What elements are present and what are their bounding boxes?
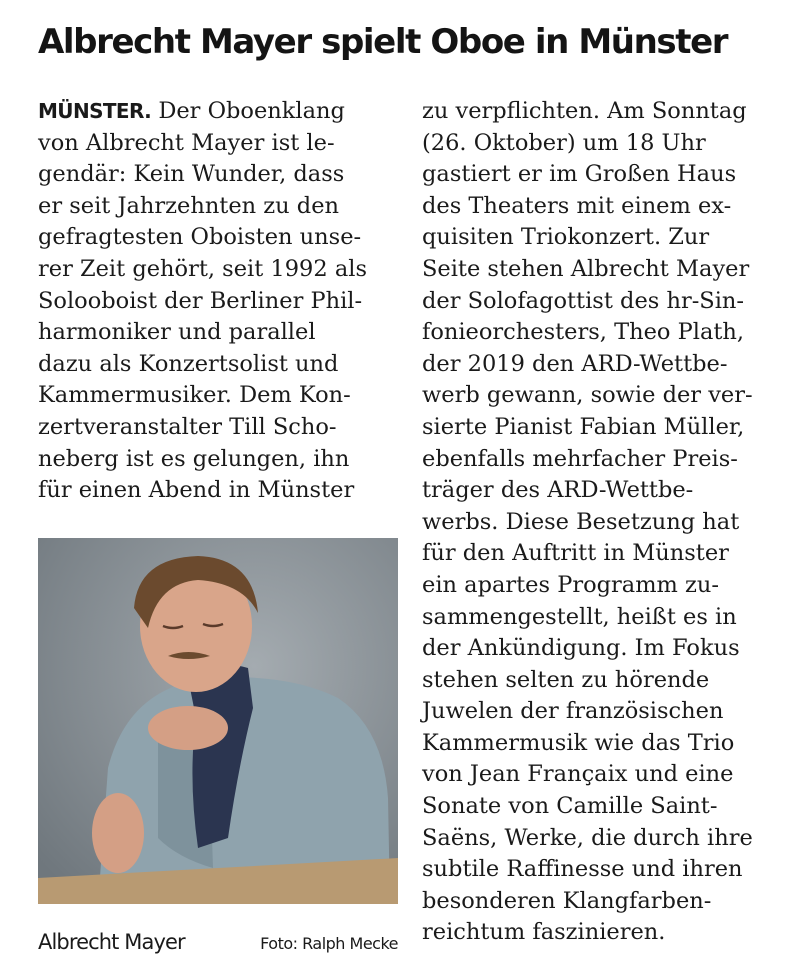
text-line: Kammermusiker. Dem Kon- — [38, 382, 351, 409]
text-line: rer Zeit gehört, seit 1992 als — [38, 255, 367, 282]
portrait-photo — [38, 538, 398, 904]
text-line: für den Auftritt in Münster — [422, 540, 729, 567]
text-line: subtile Raffinesse und ihren — [422, 856, 743, 883]
text-line: stehen selten zu hörende — [422, 666, 710, 693]
text-line: ebenfalls mehrfacher Preis- — [422, 445, 738, 472]
text-line: Saëns, Werke, die durch ihre — [422, 824, 753, 851]
headline: Albrecht Mayer spielt Oboe in Münster — [38, 22, 728, 62]
text-line — [38, 96, 400, 128]
photo-caption — [38, 926, 400, 966]
text-line: von Albrecht Mayer ist le- — [38, 129, 335, 156]
text-line: der Ankündigung. Im Fokus — [422, 635, 740, 662]
text-line: des Theaters mit einem ex- — [422, 192, 732, 219]
article-column-left — [38, 96, 400, 507]
portrait-illustration — [38, 538, 398, 904]
text-line: Juwelen der französischen — [422, 698, 724, 725]
caption-name: Albrecht Mayer — [38, 930, 185, 954]
text-line: reichtum faszinieren. — [422, 919, 666, 946]
text-line: zertveranstalter Till Scho- — [38, 413, 337, 440]
text-line: träger des ARD-Wettbe- — [422, 477, 694, 504]
text-line: der Solofagottist des hr-Sin- — [422, 287, 745, 314]
hand-lower — [92, 793, 144, 873]
text-line: werb gewann, sowie der ver- — [422, 382, 753, 409]
text-fragment: Der Oboenklang — [151, 98, 345, 124]
text-line: gendär: Kein Wunder, dass — [38, 161, 345, 188]
text-line: ein apartes Programm zu- — [422, 571, 719, 598]
hand-upper — [148, 706, 228, 750]
dateline: MÜNSTER. — [38, 99, 152, 123]
text-line: gefragtesten Oboisten unse- — [38, 224, 362, 251]
text-line: fonieorchesters, Theo Plath, — [422, 319, 745, 346]
text-line: werbs. Diese Besetzung hat — [422, 508, 740, 535]
text-line: für einen Abend in Münster — [38, 477, 355, 504]
text-line: Sonate von Camille Saint- — [422, 793, 718, 820]
article-column-right — [422, 96, 794, 949]
text-line: zu verpflichten. Am Sonntag — [422, 98, 747, 124]
text-line: harmoniker und parallel — [38, 319, 316, 346]
text-line: Solooboist der Berliner Phil- — [38, 287, 363, 314]
text-line: Kammermusik wie das Trio — [422, 729, 735, 756]
text-line: sierte Pianist Fabian Müller, — [422, 413, 745, 440]
text-line: dazu als Konzertsolist und — [38, 350, 339, 377]
text-line: quisiten Triokonzert. Zur — [422, 224, 710, 251]
photo-credit: Foto: Ralph Mecke — [260, 934, 398, 953]
text-line: der 2019 den ARD-Wettbe- — [422, 350, 728, 377]
text-line: gastiert er im Großen Haus — [422, 161, 737, 188]
text-line: von Jean Françaix und eine — [422, 761, 734, 788]
text-line: neberg ist es gelungen, ihn — [38, 445, 350, 472]
text-line: sammengestellt, heißt es in — [422, 603, 737, 630]
text-line: Seite stehen Albrecht Mayer — [422, 255, 750, 282]
text-line: er seit Jahrzehnten zu den — [38, 192, 340, 219]
text-line: besonderen Klangfarben- — [422, 887, 712, 914]
text-line: (26. Oktober) um 18 Uhr — [422, 129, 706, 156]
